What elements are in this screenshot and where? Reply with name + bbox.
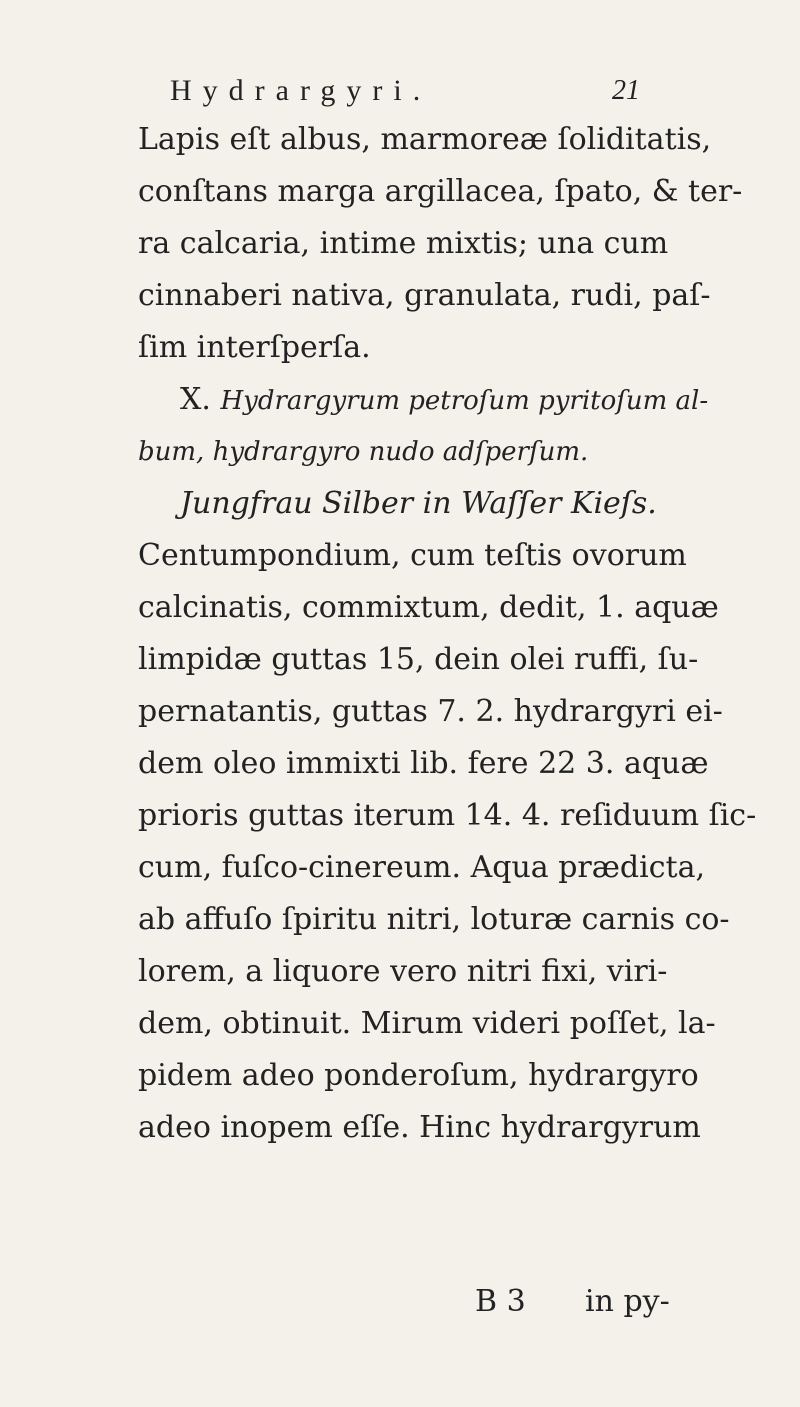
text-line: lorem, a liquore vero nitri fixi, viri- bbox=[138, 954, 668, 989]
text-line: conſtans marga argillacea, ſpato, & ter- bbox=[138, 174, 743, 209]
text-line: Centumpondium, cum teſtis ovorum bbox=[138, 538, 687, 573]
text-line: calcinatis, commixtum, dedit, 1. aquæ bbox=[138, 590, 719, 625]
german-name: Jungfrau Silber in Waſſer Kieſs. bbox=[180, 486, 657, 521]
running-head: Hydrargyri. bbox=[170, 74, 432, 107]
text-line: pidem adeo ponderoſum, hydrargyro bbox=[138, 1058, 699, 1093]
body-text bbox=[138, 114, 757, 1154]
section-title: Hydrargyrum petroſum pyritoſum al- bbox=[220, 386, 709, 416]
section-heading bbox=[138, 374, 709, 426]
page-number: 21 bbox=[612, 75, 640, 106]
section-label: X. bbox=[180, 382, 211, 417]
page-footer bbox=[0, 1276, 800, 1328]
catchword: in py- bbox=[585, 1284, 670, 1319]
text-line: pernatantis, guttas 7. 2. hydrargyri ei- bbox=[138, 694, 723, 729]
text-line: ſim interſperſa. bbox=[138, 330, 371, 365]
page-header bbox=[170, 68, 640, 114]
text-line: dem oleo immixti lib. fere 22 3. aquæ bbox=[138, 746, 709, 781]
signature-mark: B 3 bbox=[475, 1284, 526, 1319]
text-line: Lapis eſt albus, marmoreæ ſoliditatis, bbox=[138, 122, 712, 157]
text-line: cinnaberi nativa, granulata, rudi, paſ- bbox=[138, 278, 711, 313]
text-line: limpidæ guttas 15, dein olei ruffi, ſu- bbox=[138, 642, 699, 677]
text-line: ra calcaria, intime mixtis; una cum bbox=[138, 226, 669, 261]
section-title-line: bum, hydrargyro nudo adſperſum. bbox=[138, 437, 589, 467]
text-line: ab affuſo ſpiritu nitri, loturæ carnis co- bbox=[138, 902, 730, 937]
text-line: dem, obtinuit. Mirum videri poſſet, la- bbox=[138, 1006, 716, 1041]
text-line: adeo inopem eſſe. Hinc hydrargyrum bbox=[138, 1110, 701, 1145]
text-line: prioris guttas iterum 14. 4. reſiduum ſic- bbox=[138, 798, 757, 833]
text-line: cum, fuſco-cinereum. Aqua prædicta, bbox=[138, 850, 706, 885]
